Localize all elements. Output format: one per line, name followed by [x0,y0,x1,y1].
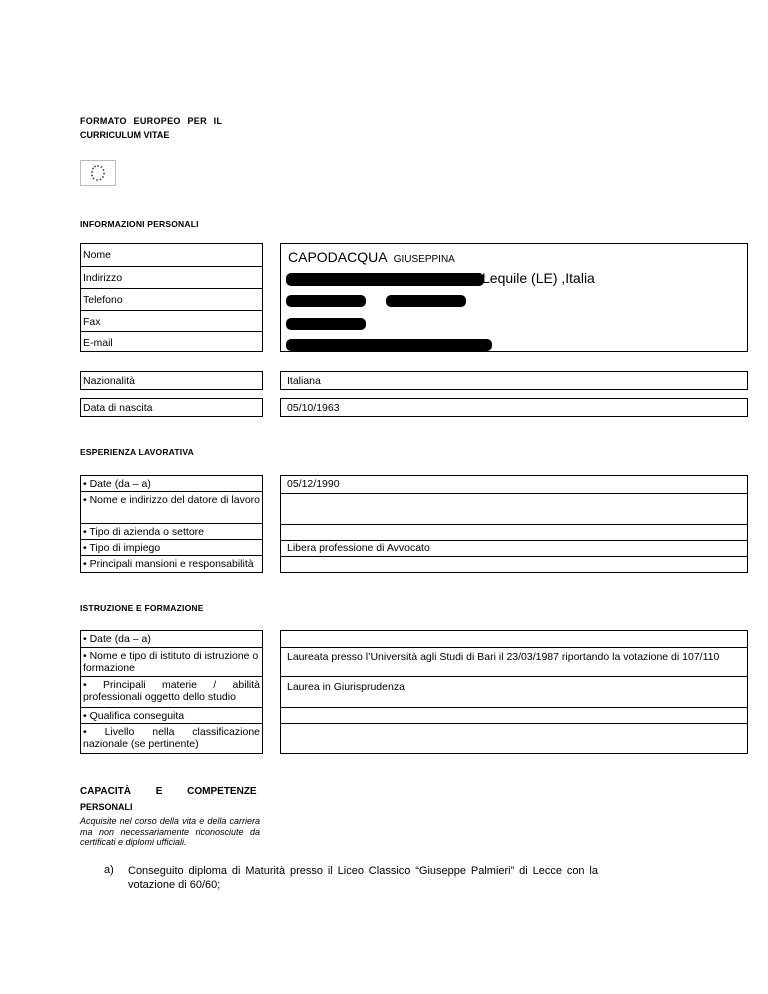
label-work-employer: • Nome e indirizzo del datore di lavoro [81,492,262,524]
section-education: ISTRUZIONE E FORMAZIONE [80,603,204,613]
value-edu-subjects: Laurea in Giurisprudenza [287,681,405,693]
label-indirizzo: Indirizzo [81,267,262,289]
redaction-block [286,273,484,286]
document-title [80,116,262,140]
title-line-1: FORMATO EUROPEO PER IL [80,116,223,126]
divider [262,398,263,417]
personal-values [280,243,748,352]
redaction-block [286,295,366,307]
section-personal-info: INFORMAZIONI PERSONALI [80,219,199,229]
value-work-date: 05/12/1990 [287,478,340,490]
row-divider [281,647,747,648]
label-email: E-mail [83,337,113,349]
work-labels [80,475,262,573]
education-values [280,630,748,754]
row-divider [281,676,747,677]
value-telefono [286,292,466,310]
value-fax [286,315,366,333]
label-edu-level: • Livello nella classificazione nazionale (se pertinente) [83,726,260,750]
label-nazionalita: Nazionalità [83,375,135,387]
label-work-type: • Tipo di impiego [81,540,262,556]
redaction-block [286,339,492,351]
label-work-sector: • Tipo di azienda o settore [81,524,262,540]
label-edu-subjects: • Principali materie / abilità professionali oggetto dello studio [81,677,262,708]
label-work-duties: • Principali mansioni e responsabilità [83,558,254,570]
row-divider [281,723,747,724]
label-data-nascita: Data di nascita [83,402,153,414]
row-divider [281,540,747,541]
value-email [286,336,492,354]
value-indirizzo: Lequile (LE) ,Italia [286,270,595,286]
label-telefono: Telefono [81,289,262,311]
value-nazionalita: Italiana [287,375,321,387]
eu-flag-icon [80,160,116,186]
value-edu-institute: Laureata presso l’Università agli Studi di Bari il 23/03/1987 riportando la votazione di 107/110 [287,651,720,663]
divider [262,371,263,390]
nationality-value-box [280,371,748,390]
row-divider [281,493,747,494]
label-nome: Nome [81,244,262,267]
skills-note: Acquisite nel corso della vita e della carriera ma non necessariamente riconosciute da certificati e diplomi ufficiali. [80,816,260,847]
row-divider [281,707,747,708]
label-work-date: • Date (da – a) [81,476,262,492]
divider [262,243,263,352]
birth-value-box [280,398,748,417]
birth-label-box [80,398,262,417]
work-values [280,475,748,573]
skills-item-text: Conseguito diploma di Maturità presso il Liceo Classico “Giuseppe Palmieri” di Lecce con la votazione di 60/60; [128,865,598,891]
value-nome: CAPODACQUA GIUSEPPINA [288,249,455,265]
redaction-block [286,318,366,330]
label-edu-qualification: • Qualifica conseguita [81,708,262,724]
personal-labels [80,243,262,352]
value-work-type: Libera professione di Avvocato [287,542,430,554]
redaction-block [386,295,466,307]
section-work-experience: ESPERIENZA LAVORATIVA [80,447,194,457]
skills-item-marker: a) [104,864,114,876]
row-divider [281,556,747,557]
nationality-label-box [80,371,262,390]
divider [262,630,263,754]
section-skills [80,786,262,812]
education-labels [80,630,262,754]
title-line-2: CURRICULUM VITAE [80,130,170,140]
skills-title-line-2: PERSONALI [80,802,133,812]
row-divider [281,524,747,525]
divider [262,475,263,573]
label-fax: Fax [81,311,262,332]
label-edu-date: • Date (da – a) [81,631,262,648]
label-edu-institute: • Nome e tipo di istituto di istruzione o formazione [81,648,262,677]
skills-title-line-1: CAPACITÀ E COMPETENZE [80,786,257,797]
value-data-nascita: 05/10/1963 [287,402,340,414]
